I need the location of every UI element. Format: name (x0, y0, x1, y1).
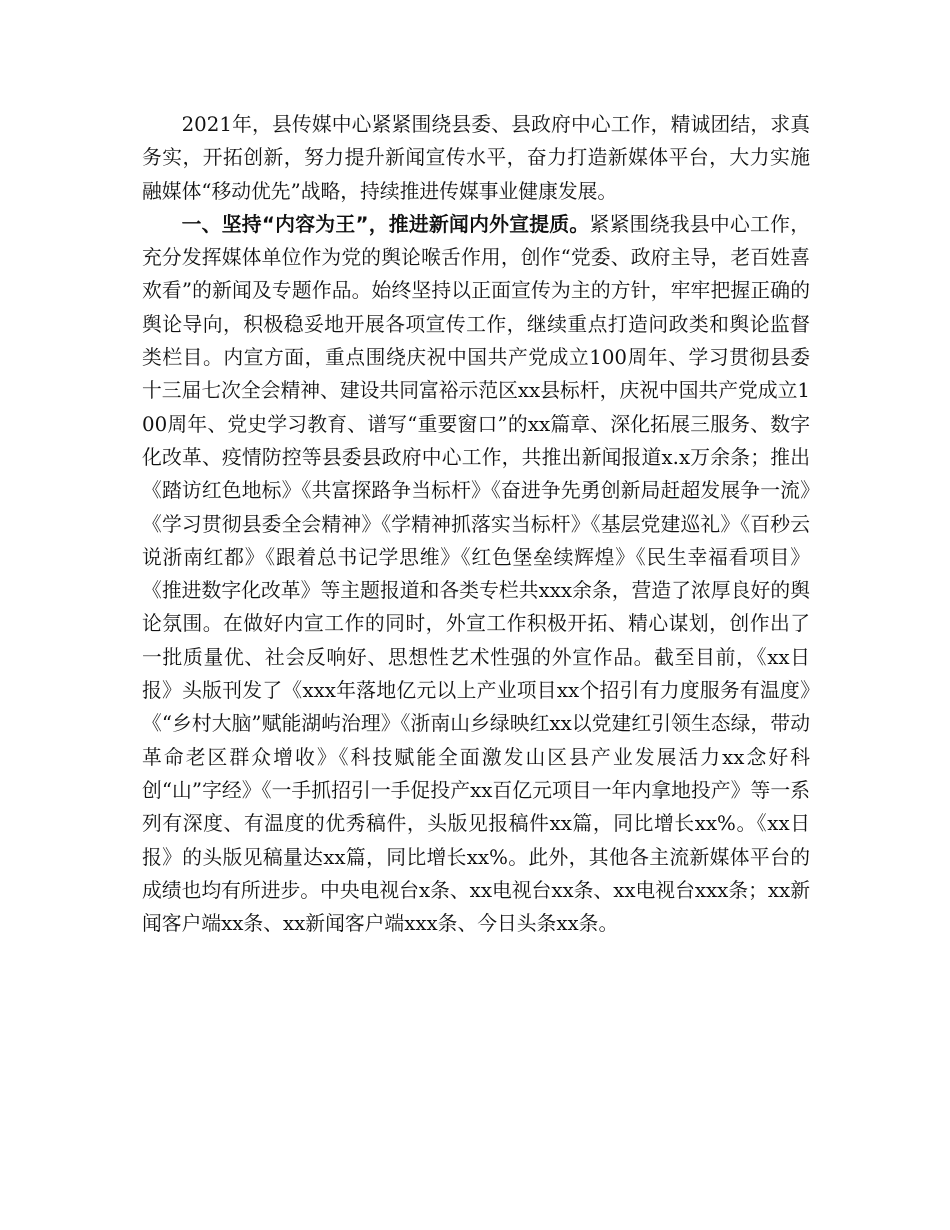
intro-paragraph-text: 2021年，县传媒中心紧紧围绕县委、县政府中心工作，精诚团结，求真务实，开拓创新，努力提升新闻宣传水平，奋力打造新媒体平台，大力实施融媒体“移动优先”战略，持续推进传媒事业健康发展。 (142, 113, 810, 203)
section-one-paragraph (142, 208, 810, 941)
document-page (142, 108, 810, 940)
section-one-heading: 一、坚持“内容为王”，推进新闻内外宣提质。 (181, 212, 590, 236)
section-one-body: 紧紧围绕我县中心工作，充分发挥媒体单位作为党的舆论喉舌作用，创作“党委、政府主导，老百姓喜欢看”的新闻及专题作品。始终坚持以正面宣传为主的方针，牢牢把握正确的舆论导向，积极稳妥地开展各项宣传工作，继续重点打造问政类和舆论监督类栏目。内宣方面，重点围绕庆祝中国共产党成立100周年、学习贯彻县委十三届七次全会精神、建设共同富裕示范区xx县标杆，庆祝中国共产党成立100周年、党史学习教育、谱写“重要窗口”的xx篇章、深化拓展三服务、数字化改革、疫情防控等县委县政府中心工作，共推出新闻报道x.x万余条；推出《踏访红色地标》《共富探路争当标杆》《奋进争先勇创新局赶超发展争一流》《学习贯彻县委全会精神》《学精神抓落实当标杆》《基层党建巡礼》《百秒云说浙南红都》《跟着总书记学思维》《红色堡垒续辉煌》《民生幸福看项目》《推进数字化改革》等主题报道和各类专栏共xxx余条，营造了浓厚良好的舆论氛围。在做好内宣工作的同时，外宣工作积极开拓、精心谋划，创作出了一批质量优、社会反响好、思想性艺术性强的外宣作品。截至目前，《xx日报》头版刊发了《xxx年落地亿元以上产业项目xx个招引有力度服务有温度》《“乡村大脑”赋能湖屿治理》《浙南山乡绿映红xx以党建红引领生态绿，带动革命老区群众增收》《科技赋能全面激发山区县产业发展活力xx念好科创“山”字经》《一手抓招引一手促投产xx百亿元项目一年内拿地投产》等一系列有深度、有温度的优秀稿件，头版见报稿件xx篇，同比增长xx%。《xx日报》的头版见稿量达xx篇，同比增长xx%。此外，其他各主流新媒体平台的成绩也均有所进步。中央电视台x条、xx电视台xx条、xx电视台xxx条；xx新闻客户端xx条、xx新闻客户端xxx条、今日头条xx条。 (142, 212, 810, 936)
intro-paragraph (142, 108, 810, 208)
